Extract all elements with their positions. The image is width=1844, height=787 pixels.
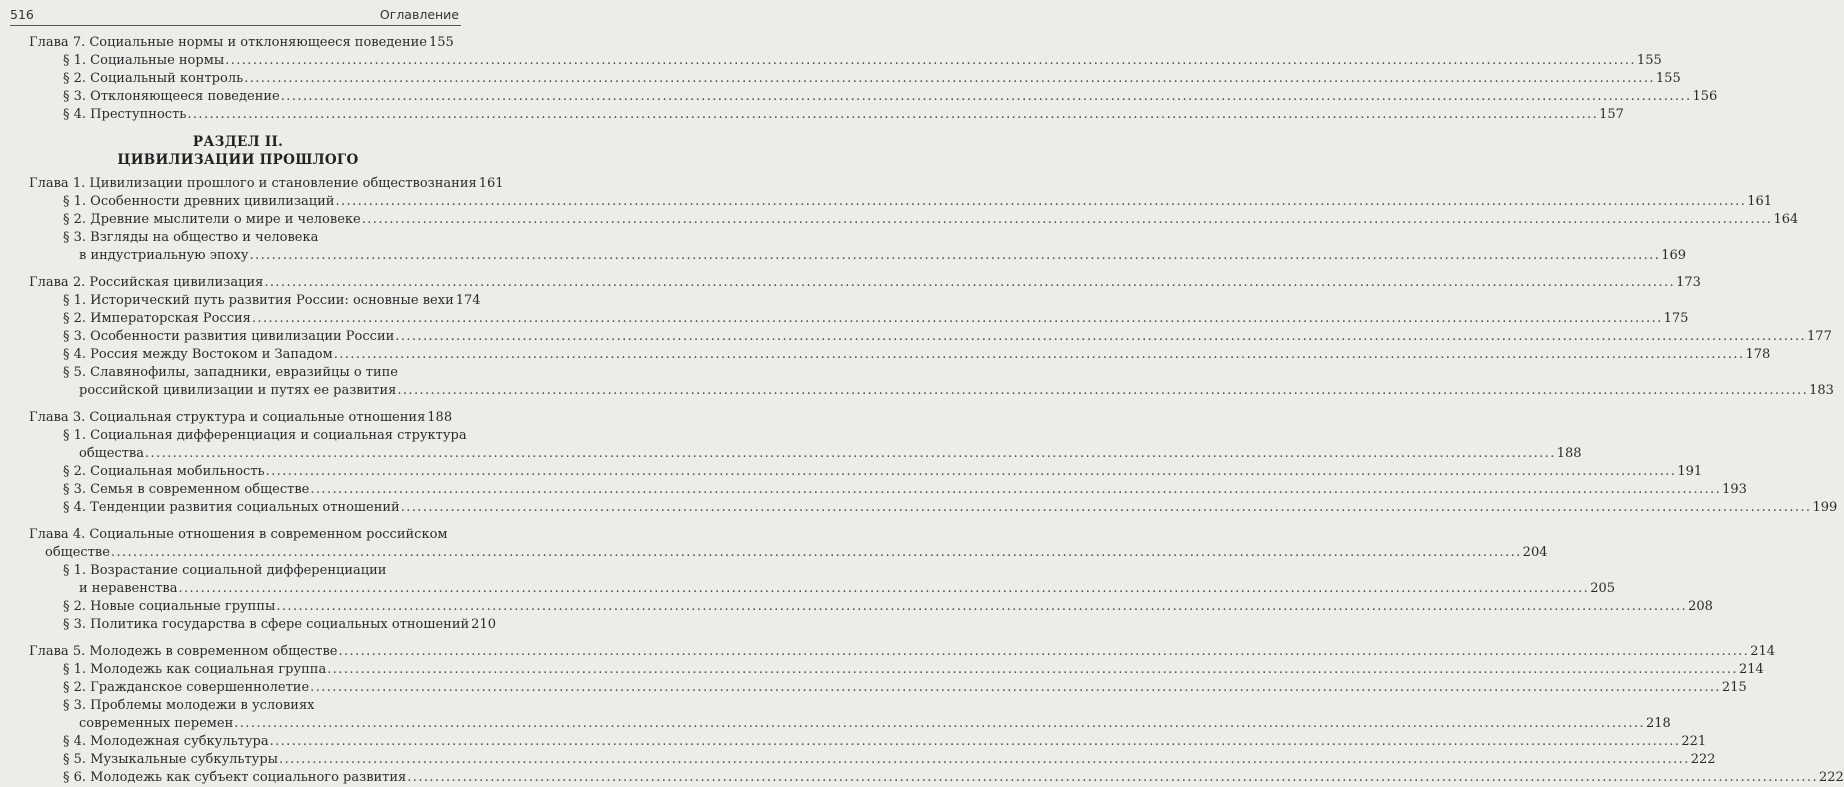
toc-entry-page: 188	[1556, 446, 1582, 461]
leader-dots	[401, 499, 1812, 517]
toc-entry-title: § 3. Политика государства в сфере социальных отношений	[63, 617, 470, 632]
leader-dots	[234, 715, 1645, 733]
leader-dots	[310, 679, 1721, 697]
toc-entry-title: § 2. Гражданское совершеннолетие	[63, 680, 310, 695]
toc-entry-title: общества	[79, 446, 144, 461]
toc-entry-title: § 3. Особенности развития цивилизации России	[63, 329, 395, 344]
toc-section-3-1-line1[interactable]: § 1. Социальная дифференциация и социальная структура	[63, 428, 467, 443]
toc-entry-page: 188	[427, 410, 453, 425]
toc-section-7-2[interactable]	[29, 70, 1681, 88]
spacer	[29, 124, 447, 133]
leader-dots	[338, 643, 1749, 661]
toc-entry-page: 175	[1663, 311, 1689, 326]
toc-entry-title: Глава 1. Цивилизации прошлого и становление обществознания	[29, 176, 477, 191]
toc-section-5-3-line1[interactable]: § 3. Проблемы молодежи в условиях	[63, 698, 315, 713]
toc-entry-page: 155	[1655, 71, 1681, 86]
page-number: 516	[10, 7, 34, 22]
leader-dots	[334, 346, 1745, 364]
leader-dots	[310, 481, 1721, 499]
toc-section-2-5-line1[interactable]: § 5. Славянофилы, западники, евразийцы о типе	[63, 365, 399, 380]
leader-dots	[250, 247, 1661, 265]
leader-dots	[397, 382, 1808, 400]
toc-entry-page: 215	[1721, 680, 1747, 695]
toc-chapter-3[interactable]	[29, 409, 453, 427]
toc-section-5-2[interactable]	[29, 679, 1747, 697]
toc-entry-page: 191	[1677, 464, 1703, 479]
toc-entry-page: 169	[1661, 248, 1687, 263]
toc-section-5-1[interactable]	[29, 661, 1764, 679]
part-heading-line1: РАЗДЕЛ II.	[192, 134, 284, 150]
toc-chapter-7[interactable]	[29, 34, 454, 52]
toc-entry-page: 222	[1819, 770, 1844, 785]
toc-entry-page: 204	[1522, 545, 1548, 560]
toc-section-5-3-line2[interactable]	[29, 715, 1671, 733]
leader-dots	[335, 193, 1746, 211]
toc-entry-title: § 4. Россия между Востоком и Западом	[63, 347, 333, 362]
toc-entry-page: 178	[1745, 347, 1771, 362]
toc-entry-page: 214	[1738, 662, 1764, 677]
toc-entry-page: 210	[471, 617, 496, 632]
leader-dots	[276, 598, 1687, 616]
toc-entry-title: § 1. Особенности древних цивилизаций	[63, 194, 335, 209]
toc-section-7-4[interactable]	[29, 106, 1624, 124]
toc-section-5-6[interactable]	[29, 769, 1844, 787]
toc-entry-page: 208	[1688, 599, 1713, 614]
toc-section-3-1-line2[interactable]	[29, 445, 1582, 463]
toc-entry-title: § 4. Тенденции развития социальных отношений	[63, 500, 400, 515]
toc-section-1-3-line2[interactable]	[29, 247, 1687, 265]
toc-entry-title: § 3. Отклоняющееся поведение	[63, 89, 280, 104]
leader-dots	[225, 52, 1636, 70]
toc-section-1-2[interactable]	[29, 211, 1799, 229]
toc-entry-title: обществе	[45, 545, 110, 560]
toc-entry-title: § 4. Преступность	[63, 107, 187, 122]
spacer	[29, 517, 447, 526]
toc-entry-title: Глава 3. Социальная структура и социальные отношения	[29, 410, 426, 425]
leader-dots	[244, 70, 1655, 88]
toc-entry-title: и неравенства	[79, 581, 178, 596]
toc-section-5-4[interactable]	[29, 733, 1707, 751]
toc-section-7-3[interactable]	[29, 88, 1718, 106]
toc-section-4-2[interactable]	[29, 598, 1713, 616]
toc-section-3-4[interactable]	[29, 499, 1838, 517]
toc-section-7-1[interactable]	[29, 52, 1662, 70]
spacer	[29, 634, 447, 643]
toc-entry-title: § 2. Социальный контроль	[63, 71, 244, 86]
toc-section-4-1-line2[interactable]	[29, 580, 1616, 598]
toc-entry-page: 173	[1676, 275, 1701, 290]
toc-entry-title: § 6. Молодежь как субъект социального развития	[63, 770, 407, 785]
toc-entry-page: 214	[1750, 644, 1776, 659]
toc-chapter-1[interactable]	[29, 175, 504, 193]
spacer	[29, 400, 447, 409]
toc-section-2-5-line2[interactable]	[29, 382, 1834, 400]
leader-dots	[264, 274, 1675, 292]
toc-entry-title: § 1. Исторический путь развития России: основные вехи	[63, 293, 454, 308]
toc-entry-page: 193	[1722, 482, 1747, 497]
toc-entry-page: 183	[1809, 383, 1834, 398]
header-rule	[10, 25, 461, 26]
toc-entry-title: § 3. Семья в современном обществе	[63, 482, 310, 497]
leader-dots	[111, 544, 1522, 562]
toc-entry-page: 157	[1599, 107, 1624, 122]
toc-entry-page: 177	[1807, 329, 1832, 344]
toc-section-3-3[interactable]	[29, 481, 1747, 499]
toc-entry-page: 222	[1690, 752, 1716, 767]
toc-entry-page: 218	[1645, 716, 1671, 731]
toc-chapter-5[interactable]	[29, 643, 1776, 661]
toc-entry-page: 221	[1681, 734, 1707, 749]
table-of-contents	[29, 34, 1844, 787]
toc-section-2-3[interactable]	[29, 328, 1832, 346]
toc-entry-title: российской цивилизации и путях ее развития	[79, 383, 397, 398]
toc-section-4-1-line1[interactable]: § 1. Возрастание социальной дифференциации	[63, 563, 387, 578]
leader-dots	[252, 310, 1663, 328]
toc-entry-title: Глава 7. Социальные нормы и отклоняющееся поведение	[29, 35, 427, 50]
toc-section-1-3-line1[interactable]: § 3. Взгляды на общество и человека	[63, 230, 319, 245]
toc-entry-title: § 2. Древние мыслители о мире и человеке	[63, 212, 361, 227]
part-heading-line2: ЦИВИЛИЗАЦИИ ПРОШЛОГО	[117, 152, 359, 168]
toc-entry-page: 155	[429, 35, 454, 50]
toc-entry-page: 164	[1773, 212, 1799, 227]
toc-entry-title: § 2. Императорская Россия	[63, 311, 251, 326]
leader-dots	[407, 769, 1818, 787]
toc-chapter-2[interactable]	[29, 274, 1701, 292]
toc-entry-page: 155	[1636, 53, 1662, 68]
toc-entry-title: § 1. Социальные нормы	[63, 53, 225, 68]
leader-dots	[270, 733, 1681, 751]
toc-entry-title: в индустриальную эпоху	[79, 248, 249, 263]
toc-chapter-4-line1[interactable]: Глава 4. Социальные отношения в современном российском	[29, 527, 448, 542]
toc-entry-title: § 5. Музыкальные субкультуры	[63, 752, 278, 767]
spacer	[29, 265, 447, 274]
toc-section-4-3[interactable]	[29, 616, 496, 634]
running-title: Оглавление	[379, 7, 459, 22]
leader-dots	[279, 751, 1690, 769]
leader-dots	[145, 445, 1556, 463]
toc-entry-title: Глава 2. Российская цивилизация	[29, 275, 264, 290]
leader-dots	[327, 661, 1738, 679]
leader-dots	[187, 106, 1598, 124]
toc-entry-title: § 4. Молодежная субкультура	[63, 734, 269, 749]
toc-section-5-5[interactable]	[29, 751, 1716, 769]
toc-entry-page: 161	[478, 176, 504, 191]
toc-entry-page: 156	[1692, 89, 1718, 104]
toc-section-2-1[interactable]	[29, 292, 481, 310]
toc-entry-title: современных перемен	[79, 716, 234, 731]
toc-entry-title: § 1. Молодежь как социальная группа	[63, 662, 327, 677]
toc-entry-title: § 2. Социальная мобильность	[63, 464, 265, 479]
leader-dots	[266, 463, 1677, 481]
toc-entry-page: 205	[1590, 581, 1616, 596]
toc-entry-title: Глава 5. Молодежь в современном обществе	[29, 644, 338, 659]
toc-section-2-4[interactable]	[29, 346, 1771, 364]
toc-entry-page: 174	[455, 293, 481, 308]
toc-entry-page: 161	[1747, 194, 1773, 209]
toc-entry-title: § 2. Новые социальные группы	[63, 599, 276, 614]
page-header	[10, 2, 459, 22]
toc-chapter-4-line2[interactable]	[29, 544, 1548, 562]
leader-dots	[178, 580, 1589, 598]
toc-section-3-2[interactable]	[29, 463, 1703, 481]
toc-entry-page: 199	[1812, 500, 1838, 515]
toc-section-1-1[interactable]	[29, 193, 1773, 211]
toc-section-2-2[interactable]	[29, 310, 1689, 328]
leader-dots	[395, 328, 1806, 346]
leader-dots	[362, 211, 1773, 229]
leader-dots	[281, 88, 1692, 106]
